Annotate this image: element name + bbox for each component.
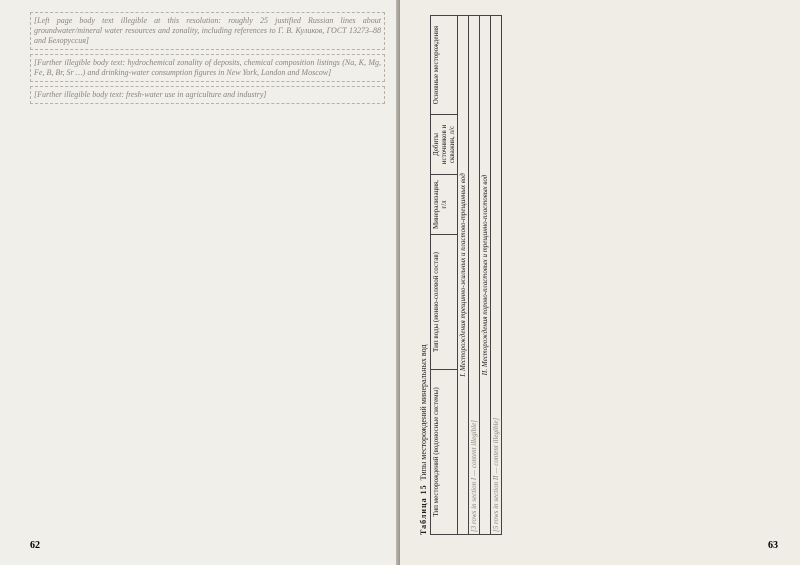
right-page xyxy=(400,0,800,565)
header-mineralization: Минерализация, г/л xyxy=(431,175,458,235)
section-2-rows-placeholder: [5 rows in section II — content illegible] xyxy=(491,16,502,535)
table-caption xyxy=(420,15,428,535)
page-number-left: 62 xyxy=(30,540,40,551)
section-row xyxy=(480,16,491,535)
section-1-title: I. Месторождения трещинно-жильных и пластово-трещинных вод xyxy=(458,16,469,535)
header-deposit-type: Тип месторождений (водоносные системы) xyxy=(431,370,458,535)
illegible-passage-3: [Further illegible body text: fresh-water use in agriculture and industry] xyxy=(30,86,385,104)
header-debit: Дебиты источников и скважин, л/с xyxy=(431,115,458,175)
table-label: Таблица 15 xyxy=(419,484,428,535)
section-2-title: II. Месторождения порово-пластовых и трещинно-пластовых вод xyxy=(480,16,491,535)
mineral-water-deposit-table xyxy=(430,15,502,535)
rotated-table-block xyxy=(420,15,780,535)
table-header-row xyxy=(431,16,458,535)
illegible-passage-1: [Left page body text illegible at this resolution: roughly 25 justified Russian lines about groundwater/mineral water resources and zonality, including references to Г. В. Куликов, ГОСТ 13273–88 and Белоруссия] xyxy=(30,12,385,50)
left-page-text xyxy=(30,10,385,108)
table-title: Типы месторождений минеральных вод xyxy=(419,344,428,481)
section-row xyxy=(458,16,469,535)
header-water-type: Тип воды (ионно-солевой состав) xyxy=(431,235,458,370)
table-row xyxy=(469,16,480,535)
table-row xyxy=(491,16,502,535)
header-main-deposits: Основные месторождения xyxy=(431,16,458,115)
section-1-rows-placeholder: [3 rows in section I — content illegible] xyxy=(469,16,480,535)
illegible-passage-2: [Further illegible body text: hydrochemical zonality of deposits, chemical composition listings (Na, K, Mg, Fe, B, Br, Sr …) and drinking-water consumption figures in New York, London and Moscow] xyxy=(30,54,385,82)
page-number-right: 63 xyxy=(768,540,778,551)
